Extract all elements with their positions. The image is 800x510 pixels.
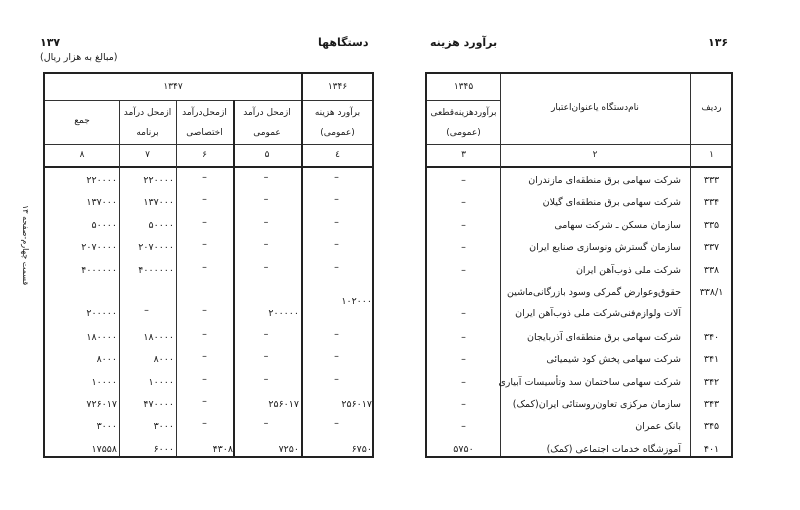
cell-c7: ۱۸۰۰۰۰ — [143, 331, 174, 343]
cell-c7: ۳۰۰۰ — [153, 421, 174, 433]
cell-c7: ۸۰۰۰ — [153, 354, 174, 366]
cell-c4: – — [334, 172, 339, 183]
cell-c7: ۱۳۷۰۰۰ — [143, 197, 174, 209]
row-name: شرکت سهامی برق منطقه‌ای مازندران — [528, 175, 681, 186]
cell-c6: – — [202, 239, 207, 251]
cell-c5: ۷۲۵۰ — [278, 443, 299, 455]
year-1345-header: ۱۳۴۵ — [453, 82, 474, 92]
cell-c7: ۲۰۷۰۰۰۰ — [138, 242, 174, 254]
cell-c8: ۴۰۰۰۰۰۰ — [81, 264, 117, 276]
divider — [45, 100, 372, 101]
cell-c3: – — [461, 421, 466, 433]
cell-c5: – — [263, 328, 269, 340]
row-name: سازمان گسترش ونوسازی صنایع ایران — [529, 242, 681, 254]
col3-header-line: برآوردهزینه‌قطعی — [430, 108, 497, 118]
cell-c8: ۷۲۶۰۱۷ — [86, 399, 117, 410]
side-margin-note: قسمت چهارم-صفحه ۱۳ — [21, 205, 30, 286]
row-name: شرکت سهامی برق منطقه‌ای گیلان — [542, 197, 681, 209]
row-name: شرکت سهامی برق منطقه‌ای آذربایجان — [527, 331, 681, 343]
cell-c4: – — [334, 328, 339, 340]
divider — [427, 144, 731, 145]
col7-header-line: ازمحل درآمد — [123, 108, 172, 118]
cell-c8: ۲۲۰۰۰۰ — [86, 175, 117, 186]
cell-c7: ۶۰۰۰ — [153, 443, 174, 455]
col3-header — [427, 106, 500, 140]
cell-c7: ۴۰۰۰۰۰۰ — [138, 264, 174, 276]
cell-c4: – — [334, 239, 339, 251]
cell-c3: – — [461, 219, 466, 231]
cell-c7: ۵۰۰۰۰ — [148, 219, 174, 231]
col5-header-line: عمومی — [253, 128, 281, 138]
cell-c8: ۱۷۵۵۸ — [91, 443, 117, 455]
cell-c3: – — [461, 376, 466, 388]
col1-header: ردیف — [701, 103, 722, 113]
row-name: شرکت سهامی ساختمان سد وتأسیسات آبیاری — [498, 376, 681, 388]
col4-header-line: (عمومی) — [320, 128, 355, 138]
cell-c3: ۵۷۵۰ — [453, 443, 474, 455]
cell-c5: ۲۵۶۰۱۷ — [268, 399, 299, 410]
row-name: بانک عمران — [635, 421, 681, 433]
cell-c6: – — [202, 351, 207, 363]
cell-c7: ۱۰۰۰۰ — [148, 376, 174, 388]
divider — [500, 74, 501, 456]
cell-c5: ۲۰۰۰۰۰ — [268, 308, 299, 319]
year-1346-header: ۱۳۴۶ — [327, 82, 348, 92]
col4-header-line: برآورد هزینه — [314, 108, 361, 118]
cell-c7: – — [144, 305, 149, 316]
row-radif: ۳۳۸/۱ — [699, 287, 724, 298]
cell-c7: ۴۷۰۰۰۰ — [143, 399, 174, 410]
cell-c8: ۸۰۰۰ — [96, 354, 117, 366]
cell-c6: – — [202, 261, 207, 273]
row-name: شرکت سهامی پخش کود شیمیائی — [546, 354, 681, 366]
row-radif: ۳۳۳ — [703, 175, 720, 186]
col3-header-line: (عمومی) — [446, 128, 481, 138]
cell-c4: – — [334, 418, 339, 430]
cell-c6: – — [202, 172, 207, 183]
row-radif: ۳۳۴ — [703, 197, 720, 209]
left-table — [43, 72, 374, 458]
col6-header — [176, 106, 233, 140]
cell-c6: – — [202, 418, 207, 430]
cell-c8: ۳۰۰۰ — [96, 421, 117, 433]
cell-c4: – — [334, 216, 339, 228]
col2-header: نام‌دستگاه یاعنوان‌اعتبار — [551, 103, 639, 113]
col5-header-line: ازمحل درآمد — [243, 108, 291, 118]
cell-c4: – — [334, 194, 339, 206]
cell-c4: – — [334, 351, 339, 363]
col6-header-line: ازمحل‌درآمد — [182, 108, 227, 118]
cell-c3: – — [461, 197, 466, 209]
cell-c3: – — [461, 308, 466, 319]
cell-c8: ۵۰۰۰۰ — [91, 219, 117, 231]
col-number: ۵ — [264, 150, 270, 160]
cell-c6: ۴۳۰۸ — [212, 443, 233, 455]
cell-c5: – — [263, 194, 269, 206]
row-name: حقوق‌وعوارض گمرکی وسود بازرگانی‌ماشین — [506, 287, 681, 298]
cell-c8: ۱۰۰۰۰ — [91, 376, 117, 388]
col-number: ۸ — [79, 150, 85, 160]
col-number: ۷ — [145, 150, 150, 160]
cell-c8: ۲۰۷۰۰۰۰ — [81, 242, 117, 254]
cell-c3: – — [461, 264, 466, 276]
cell-c4: ۱۰۲۰۰۰ — [341, 296, 372, 307]
cell-c6: – — [202, 328, 207, 340]
cell-c5: – — [263, 172, 269, 183]
cell-c7: ۲۲۰۰۰۰ — [143, 175, 174, 186]
cell-c3: – — [461, 175, 466, 186]
right-page-number: ۱۳۶ — [708, 36, 729, 49]
col-number: ۶ — [202, 150, 207, 160]
col-number: ۲ — [592, 150, 598, 160]
cell-c8: ۱۸۰۰۰۰ — [86, 331, 117, 343]
col-number: ٤ — [335, 150, 340, 160]
row-radif: ۳۴۰ — [703, 331, 720, 343]
cell-c5: – — [263, 373, 269, 385]
cell-c4: ۶۷۵۰ — [351, 443, 372, 455]
cell-c5: – — [263, 239, 269, 251]
col-number: ۳ — [461, 150, 466, 160]
divider — [427, 166, 731, 168]
col8-header: جمع — [74, 116, 90, 126]
cell-c6: – — [202, 396, 207, 407]
row-radif: ۳۳۷ — [703, 242, 720, 254]
col7-header — [119, 106, 176, 140]
cell-c4: ۲۵۶۰۱۷ — [341, 399, 372, 410]
col5-header — [233, 106, 301, 140]
unit-note: (مبالغ به هزار ریال) — [40, 52, 118, 63]
cell-c6: – — [202, 216, 207, 228]
row-radif: ۳۳۵ — [703, 219, 720, 231]
cell-c6: – — [202, 305, 207, 316]
cell-c5: – — [263, 418, 269, 430]
left-page-title: دستگاهها — [318, 36, 369, 49]
cell-c3: – — [461, 331, 466, 343]
col-number: ۱ — [709, 150, 714, 160]
cell-c3: – — [461, 399, 466, 410]
cell-c3: – — [461, 354, 466, 366]
divider — [427, 100, 500, 101]
row-name: سازمان مسکن ـ شرکت سهامی — [554, 219, 681, 231]
cell-c6: – — [202, 373, 207, 385]
cell-c5: – — [263, 216, 269, 228]
cell-c4: – — [334, 373, 339, 385]
row-radif: ۳۴۲ — [703, 376, 720, 388]
row-radif: ۴۰۱ — [703, 443, 720, 455]
right-page-title: برآورد هزینه — [430, 36, 498, 49]
left-page-number: ۱۳۷ — [40, 36, 61, 49]
cell-c6: – — [202, 194, 207, 206]
row-name: آلات ولوازم‌فنی‌شرکت ملی ذوب‌آهن ایران — [515, 308, 681, 319]
row-name: شرکت ملی ذوب‌آهن ایران — [575, 264, 681, 276]
col6-header-line: اختصاصی — [186, 128, 223, 138]
cell-c5: – — [263, 261, 269, 273]
cell-c8: ۲۰۰۰۰۰ — [86, 308, 117, 319]
row-radif: ۳۳۸ — [703, 264, 720, 276]
cell-c3: – — [461, 242, 466, 254]
divider — [45, 166, 372, 168]
row-radif: ۳۴۱ — [703, 354, 720, 366]
col4-header — [301, 106, 374, 140]
cell-c4: – — [334, 261, 339, 273]
divider — [45, 144, 372, 145]
cell-c8: ۱۳۷۰۰۰ — [86, 197, 117, 209]
cell-c5: – — [263, 351, 269, 363]
right-table — [425, 72, 733, 458]
year-1347-header: ۱۳۴۷ — [163, 82, 183, 92]
row-radif: ۳۴۵ — [703, 421, 720, 433]
row-radif: ۳۴۳ — [703, 399, 720, 410]
row-name: سازمان مرکزی تعاون‌روستائی ایران(کمک) — [512, 399, 681, 410]
row-name: آموزشگاه خدمات اجتماعی (کمک) — [546, 443, 681, 455]
col7-header-line: برنامه — [136, 128, 159, 138]
